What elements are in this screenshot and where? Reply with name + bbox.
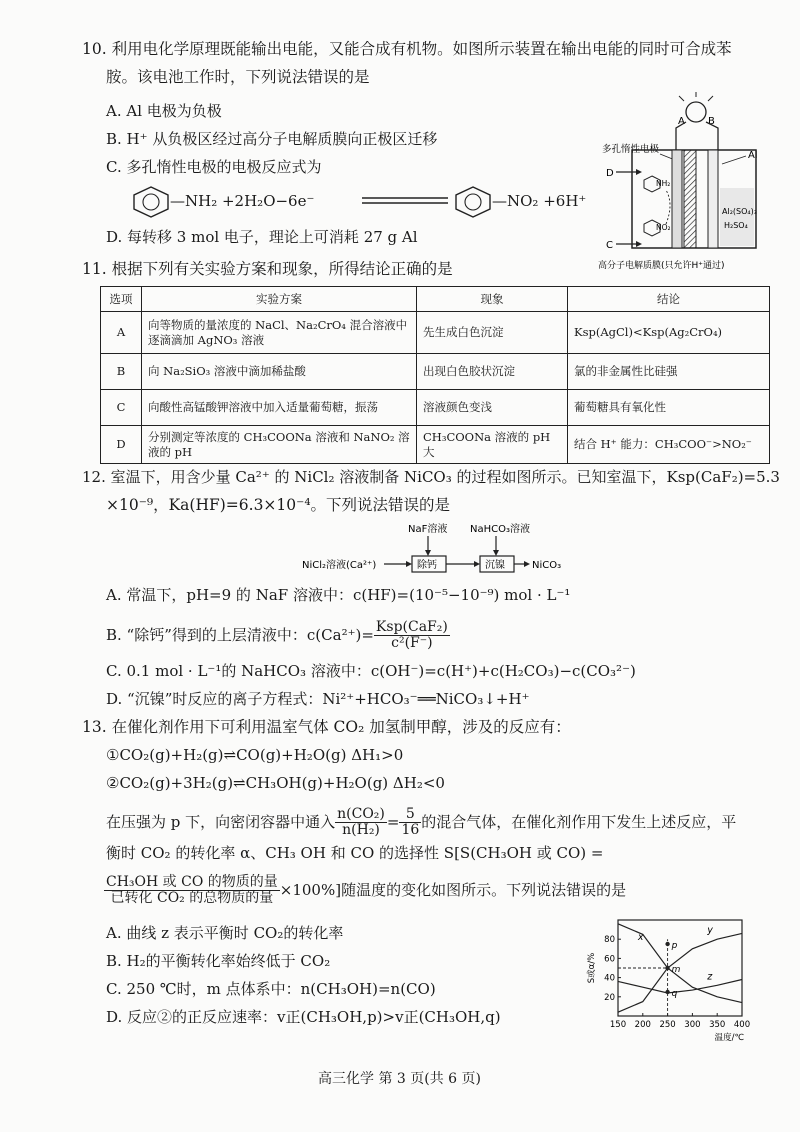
flow-end: NiCO₃ <box>532 560 562 571</box>
q13-ratio-fraction <box>335 807 387 838</box>
table-row <box>101 426 770 464</box>
experiment-table <box>100 286 770 464</box>
q10-option-a: A. Al 电极为负极 <box>106 102 222 120</box>
x-tick-label: 250 <box>659 1020 676 1030</box>
row-plan: 向酸性高锰酸钾溶液中加入适量葡萄糖，振荡 <box>142 390 417 426</box>
chart-point-m <box>665 966 669 970</box>
q13-option-c: C. 250 ℃时，m 点体系中：n(CH₃OH)=n(CO) <box>106 980 436 998</box>
series-line-z <box>618 980 742 993</box>
y-tick-label: 80 <box>604 935 615 946</box>
q13-reaction-1: ①CO₂(g)+H₂(g)⇌CO(g)+H₂O(g) ΔH₁>0 <box>106 746 404 764</box>
q12-option-c: C. 0.1 mol · L⁻¹的 NaHCO₃ 溶液中：c(OH⁻)=c(H⁺)+c(H₂CO₃)−c(CO₃²⁻) <box>106 662 636 680</box>
q13-line6 <box>104 870 626 910</box>
q10-option-d: D. 每转移 3 mol 电子，理论上可消耗 27 g Al <box>106 228 418 246</box>
header-phenomenon: 现象 <box>417 287 568 312</box>
header-option: 选项 <box>101 287 142 312</box>
chart-point-q <box>665 990 669 994</box>
q11-title: 11. 根据下列有关实验方案和现象，所得结论正确的是 <box>82 260 453 278</box>
q10-line2: 胺。该电池工作时，下列说法错误的是 <box>106 68 370 86</box>
x-tick-label: 400 <box>733 1020 751 1030</box>
row-conclusion: 氯的非金属性比硅强 <box>568 354 770 390</box>
q13-ratio-equals: = <box>386 813 400 831</box>
header-conclusion: 结论 <box>568 287 770 312</box>
membrane-caption: 高分子电解质膜(只允许H⁺通过) <box>598 261 725 271</box>
page-footer: 高三化学 第 3 页(共 6 页) <box>318 1071 481 1087</box>
row-option: C <box>101 390 142 426</box>
x-tick-label: 150 <box>609 1020 627 1030</box>
chart-point-label-p: p <box>671 941 678 951</box>
q13-sel-den: 已转化 CO₂ 的总物质的量 <box>110 889 274 906</box>
row-phenomenon: 出现白色胶状沉淀 <box>417 354 568 390</box>
x-tick-label: 200 <box>634 1020 651 1030</box>
row-conclusion: 葡萄糖具有氧化性 <box>568 390 770 426</box>
label-b: B <box>708 116 715 127</box>
q13-sel-num: CH₃OH 或 CO 的物质的量 <box>106 873 278 890</box>
label-h2so4: H₂SO₄ <box>724 221 748 230</box>
q10-option-c: C. 多孔惰性电极的电极反应式为 <box>106 158 322 176</box>
row-phenomenon: CH₃COONa 溶液的 pH 大 <box>417 426 568 464</box>
label-a: A <box>678 116 685 127</box>
chart-point-p <box>665 942 669 946</box>
y-tick-label: 40 <box>604 973 615 984</box>
row-plan: 向等物质的量浓度的 NaCl、Na₂CrO₄ 混合溶液中逐滴滴加 AgNO₃ 溶液 <box>142 312 417 354</box>
q13-line1: 13. 在催化剂作用下可利用温室气体 CO₂ 加氢制甲醇，涉及的反应有： <box>82 718 571 736</box>
series-label-z: z <box>707 971 713 983</box>
q13-ratio-value-num: 5 <box>399 807 421 823</box>
label-no2: NO₂ <box>656 223 671 232</box>
label-nh2: NH₂ <box>656 179 671 188</box>
q13-ratio-value-den: 16 <box>401 821 420 838</box>
process-flow-diagram <box>300 520 580 580</box>
q13-reaction-2: ②CO₂(g)+3H₂(g)⇌CH₃OH(g)+H₂O(g) ΔH₂<0 <box>106 774 445 792</box>
label-d: D <box>606 168 614 179</box>
row-conclusion: Ksp(AgCl)<Ksp(Ag₂CrO₄) <box>568 312 770 354</box>
y-axis-label: S或α/% <box>587 952 597 984</box>
flow-naf: NaF溶液 <box>408 524 448 535</box>
flow-start: NiCl₂溶液(Ca²⁺) <box>302 560 377 571</box>
q13-line5: 衡时 CO₂ 的转化率 α、CH₃ OH 和 CO 的选择性 S[S(CH₃OH 或 CO) = <box>106 844 604 862</box>
q12-b-fraction <box>374 620 450 651</box>
q13-ratio-den: n(H₂) <box>342 821 380 838</box>
q10-c-eq-right: —NO₂ +6H⁺ <box>492 192 587 210</box>
q12-option-a: A. 常温下，pH=9 的 NaF 溶液中：c(HF)=(10⁻⁵−10⁻⁹) mol · L⁻¹ <box>106 586 571 604</box>
flow-step1: 除钙 <box>417 560 437 571</box>
q13-option-b: B. H₂的平衡转化率始终低于 CO₂ <box>106 952 331 970</box>
q12-line2: ×10⁻⁹，Ka(HF)=6.3×10⁻⁴。下列说法错误的是 <box>106 496 451 514</box>
q13-line4-suffix: 的混合气体，在催化剂作用下发生上述反应，平 <box>421 813 737 831</box>
flow-nahco3: NaHCO₃溶液 <box>470 524 530 535</box>
chart-point-label-m: m <box>671 965 681 975</box>
series-label-x: x <box>637 931 644 943</box>
q12-option-b <box>106 614 450 656</box>
q13-option-d: D. 反应②的正反应速率：v正(CH₃OH,p)>v正(CH₃OH,q) <box>106 1008 501 1026</box>
label-al: Al <box>748 150 758 161</box>
q12-b-denominator: c²(F⁻) <box>391 634 433 651</box>
chart-point-label-q: q <box>671 989 678 999</box>
x-tick-label: 300 <box>684 1020 701 1030</box>
flow-step2: 沉镍 <box>485 560 505 571</box>
q12-option-d: D. “沉镍”时反应的离子方程式：Ni²⁺+HCO₃⁻══NiCO₃↓+H⁺ <box>106 690 530 708</box>
label-porous-electrode: 多孔惰性电极 <box>602 144 660 155</box>
row-option: A <box>101 312 142 354</box>
header-plan: 实验方案 <box>142 287 417 312</box>
row-plan: 分别测定等浓度的 CH₃COONa 溶液和 NaNO₂ 溶液的 pH <box>142 426 417 464</box>
label-al2so43: Al₂(SO₄)₃ <box>722 207 757 216</box>
q10-option-b: B. H⁺ 从负极区经过高分子电解质膜向正极区迁移 <box>106 130 438 148</box>
q13-line6-suffix: ×100%]随温度的变化如图所示。下列说法错误的是 <box>279 881 627 899</box>
q13-selectivity-fraction <box>104 875 280 906</box>
x-tick-label: 350 <box>709 1020 726 1030</box>
row-option: B <box>101 354 142 390</box>
row-plan: 向 Na₂SiO₃ 溶液中滴加稀盐酸 <box>142 354 417 390</box>
q13-ratio-num: n(CO₂) <box>337 805 385 822</box>
row-phenomenon: 先生成白色沉淀 <box>417 312 568 354</box>
q12-line1: 12. 室温下，用含少量 Ca²⁺ 的 NiCl₂ 溶液制备 NiCO₃ 的过程如图所示。已知室温下，Ksp(CaF₂)=5.3 <box>82 468 780 486</box>
q10-line1: 10. 利用电化学原理既能输出电能，又能合成有机物。如图所示装置在输出电能的同时可合成苯 <box>82 40 732 58</box>
row-option: D <box>101 426 142 464</box>
q13-line4-prefix: 在压强为 p 下，向密闭容器中通入 <box>106 813 336 831</box>
q12-b-numerator: Ksp(CaF₂) <box>375 618 448 635</box>
table-row <box>101 354 770 390</box>
series-label-y: y <box>707 925 713 937</box>
row-conclusion: 结合 H⁺ 能力：CH₃COO⁻>NO₂⁻ <box>568 426 770 464</box>
row-phenomenon: 溶液颜色变浅 <box>417 390 568 426</box>
table-row <box>101 390 770 426</box>
label-c: C <box>606 240 613 251</box>
series-line-x <box>618 924 742 1003</box>
equals-arrow-icon <box>360 194 450 208</box>
y-tick-label: 20 <box>604 992 615 1003</box>
q10-c-eq-left: —NH₂ +2H₂O−6e⁻ <box>170 192 315 210</box>
light-bulb-icon <box>686 102 706 122</box>
q12-b-prefix: B. “除钙”得到的上层清液中：c(Ca²⁺)= <box>106 626 374 644</box>
table-row <box>101 312 770 354</box>
q13-option-a: A. 曲线 z 表示平衡时 CO₂的转化率 <box>106 924 344 942</box>
benzene-ring-icon <box>128 184 174 218</box>
y-tick-label: 60 <box>604 954 615 965</box>
x-axis-label: 温度/℃ <box>714 1033 744 1043</box>
electrochemical-cell-diagram <box>596 92 792 274</box>
q13-line4 <box>106 800 736 844</box>
selectivity-conversion-chart <box>584 912 774 1046</box>
benzene-ring-icon <box>450 184 496 218</box>
table-header-row <box>101 287 770 312</box>
q13-ratio-value <box>399 807 421 838</box>
